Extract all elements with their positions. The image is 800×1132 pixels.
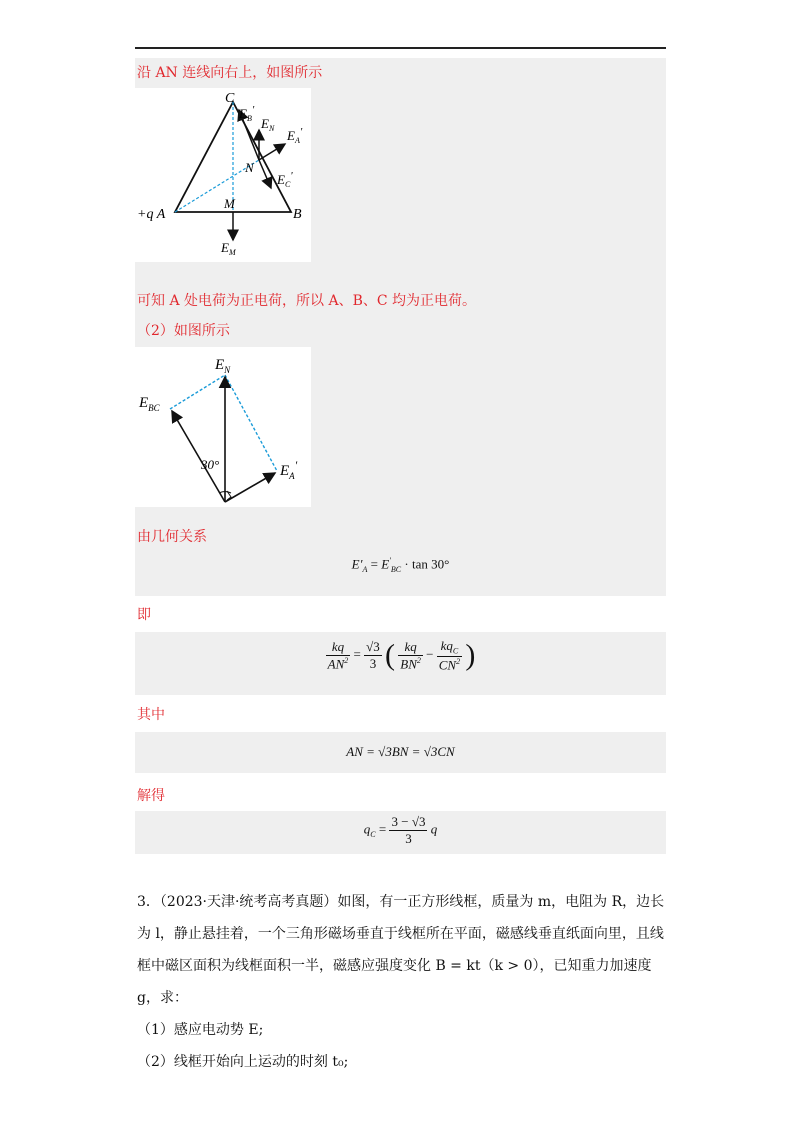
equation-4: $q_C$ = $\frac{3 - √3}{3}$ q <box>363 814 438 846</box>
label-qizhong: 其中 <box>137 707 165 723</box>
label-angle: 30° <box>201 457 220 472</box>
label-jiede: 解得 <box>137 788 165 804</box>
label-b: B <box>293 207 302 222</box>
label-en: $E_N$ <box>261 116 275 133</box>
label-en2: $E_N$ <box>215 357 231 375</box>
solution-line-1: 沿 AN 连线向右上，如图所示 <box>137 65 323 81</box>
label-geometry: 由几何关系 <box>137 529 207 545</box>
vector-figure <box>135 347 311 507</box>
equation-1: $E'_A = E'_{BC} \cdot \tan 30^\circ$ <box>351 556 450 574</box>
question-line-5: （1）感应电动势 E; <box>137 1022 264 1038</box>
question-3 <box>137 886 677 1078</box>
dashed-ebc-en <box>170 375 225 409</box>
question-line-3: 框中磁区面积为线框面积一半，磁感应强度变化 B = kt（k > 0），已知重力加速度 <box>137 958 652 974</box>
label-ji: 即 <box>137 607 151 623</box>
vector-ea <box>225 473 275 502</box>
label-a: +q A <box>137 207 166 222</box>
label-ec: $E_C'$ <box>277 170 293 189</box>
question-line-2: 为 l，静止悬挂着，一个三角形磁场垂直于线框所在平面，磁感线垂直纸面向里，且线 <box>137 926 664 942</box>
dashed-en-ea <box>225 375 277 471</box>
question-line-6: （2）线框开始向上运动的时刻 t₀; <box>137 1054 349 1070</box>
label-eb: $E_B'$ <box>239 104 255 123</box>
arrow-ea <box>259 144 285 160</box>
label-m: M <box>224 196 235 211</box>
label-ea: $E_A'$ <box>287 126 303 145</box>
label-ebc: $E_{BC}$ <box>139 395 160 413</box>
label-ea2: $E_A'$ <box>280 458 298 481</box>
label-c: C <box>225 91 235 106</box>
label-em: $E_M$ <box>221 240 236 257</box>
equation-2: $\frac{kq}{AN^2}$ = $\frac{√3}{3}$ ( $\frac{kq}{BN^2}$ − $\frac{kq_C}{CN^2}$ ) <box>327 638 476 672</box>
equation-3: AN = √3BN = √3CN <box>346 744 455 759</box>
label-n: N <box>245 160 254 175</box>
triangle-figure <box>135 88 311 262</box>
question-line-4: g，求： <box>137 990 188 1006</box>
solution-line-2: 可知 A 处电荷为正电荷，所以 A、B、C 均为正电荷。 <box>137 293 477 309</box>
question-line-1: 3．（2023·天津·统考高考真题）如图，有一正方形线框，质量为 m，电阻为 R，边长 <box>137 894 665 910</box>
top-rule <box>135 47 666 49</box>
solution-line-3: （2）如图所示 <box>137 323 230 339</box>
